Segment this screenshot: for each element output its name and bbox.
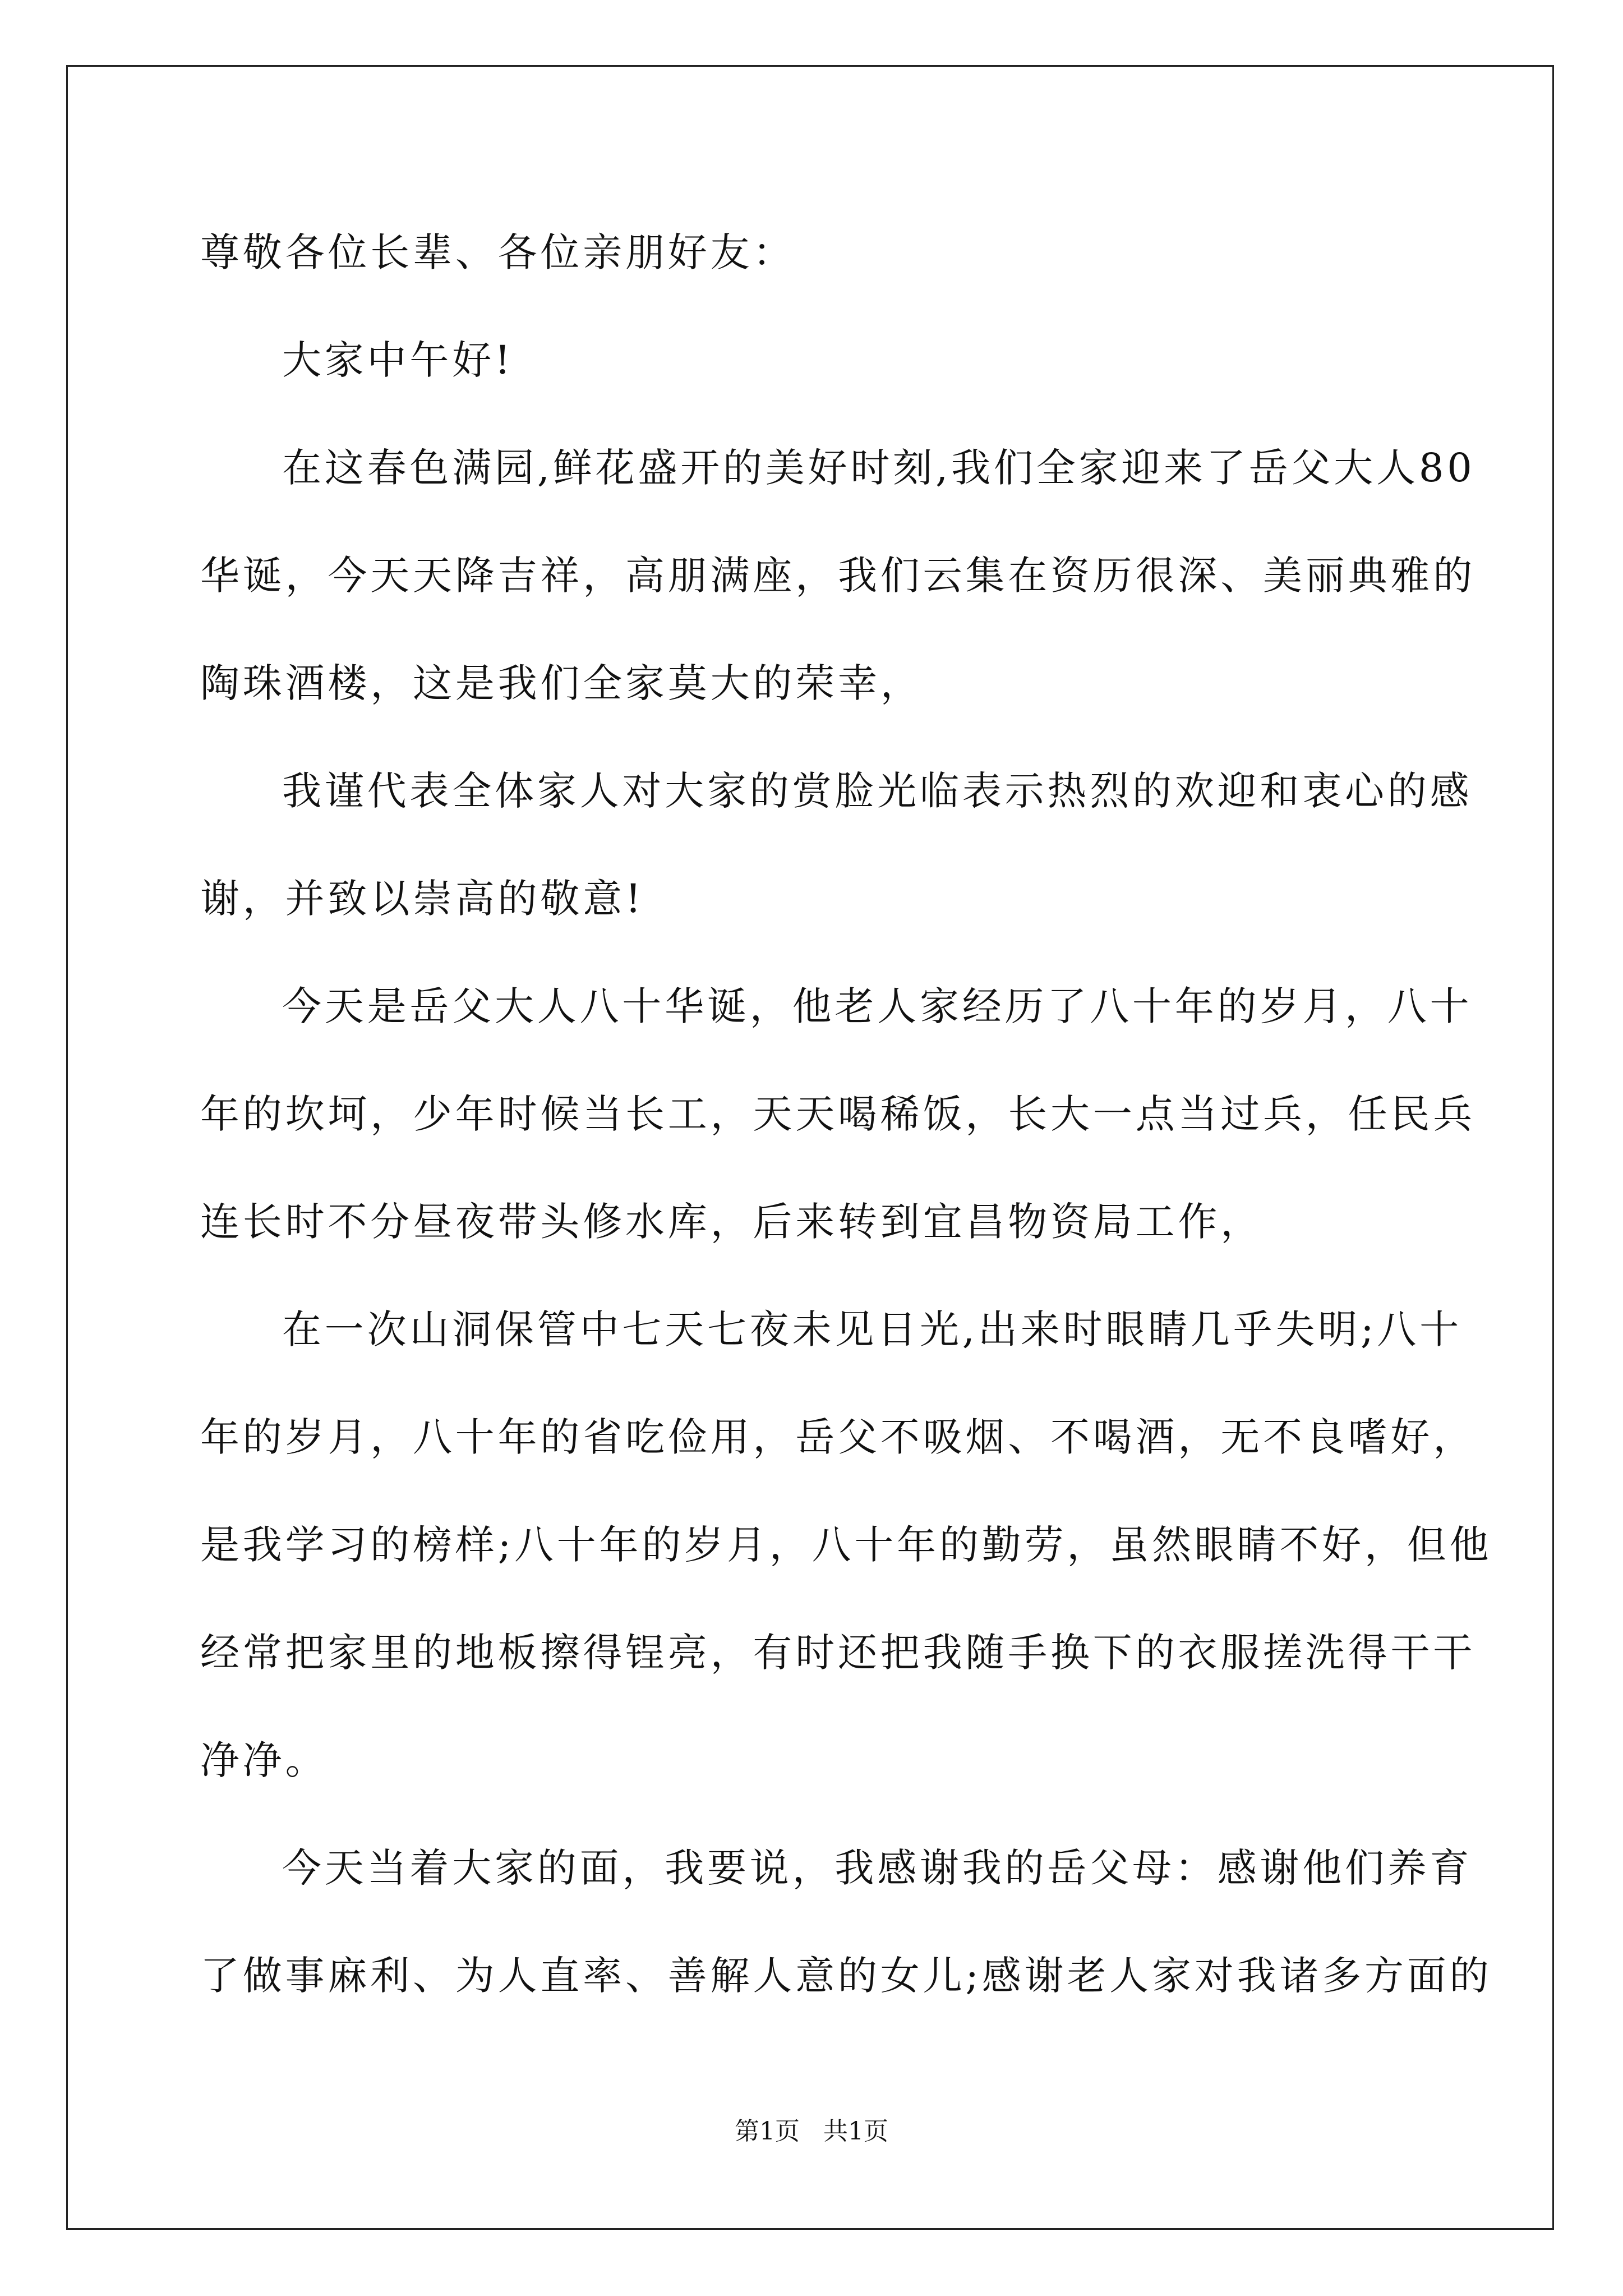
text-line: 经常把家里的地板擦得锃亮，有时还把我随手换下的衣服搓洗得干干 [200, 1630, 1476, 1676]
text-line: 年的岁月，八十年的省吃俭用，岳父不吸烟、不喝酒，无不良嗜好， [200, 1414, 1476, 1460]
page-footer: 第1页 共1页 [735, 2117, 888, 2146]
text-line: 今天是岳父大人八十华诞，他老人家经历了八十年的岁月，八十 [282, 983, 1473, 1029]
text-line: 在这春色满园,鲜花盛开的美好时刻,我们全家迎来了岳父大人80 [282, 445, 1476, 491]
text-line: 净净。 [200, 1737, 328, 1783]
text-line: 谢，并致以崇高的敬意! [200, 876, 644, 922]
text-line: 了做事麻利、为人直率、善解人意的女儿;感谢老人家对我诸多方面的 [200, 1953, 1492, 1999]
text-line: 年的坎坷，少年时候当长工，天天喝稀饭，长大一点当过兵，任民兵 [200, 1091, 1476, 1137]
text-line: 陶珠酒楼，这是我们全家莫大的荣幸， [200, 660, 923, 706]
text-line: 今天当着大家的面，我要说，我感谢我的岳父母：感谢他们养育 [282, 1845, 1473, 1891]
text-line: 华诞，今天天降吉祥，高朋满座，我们云集在资历很深、美丽典雅的 [200, 553, 1476, 599]
text-line: 大家中午好! [282, 337, 514, 383]
text-line: 在一次山洞保管中七天七夜未见日光,出来时眼睛几乎失明;八十 [282, 1306, 1463, 1352]
text-line: 是我学习的榜样;八十年的岁月，八十年的勤劳，虽然眼睛不好，但他 [200, 1522, 1492, 1568]
text-line: 尊敬各位长辈、各位亲朋好友： [200, 229, 796, 275]
text-line: 连长时不分昼夜带头修水库，后来转到宜昌物资局工作， [200, 1199, 1263, 1245]
text-line: 我谨代表全体家人对大家的赏脸光临表示热烈的欢迎和衷心的感 [282, 768, 1473, 814]
